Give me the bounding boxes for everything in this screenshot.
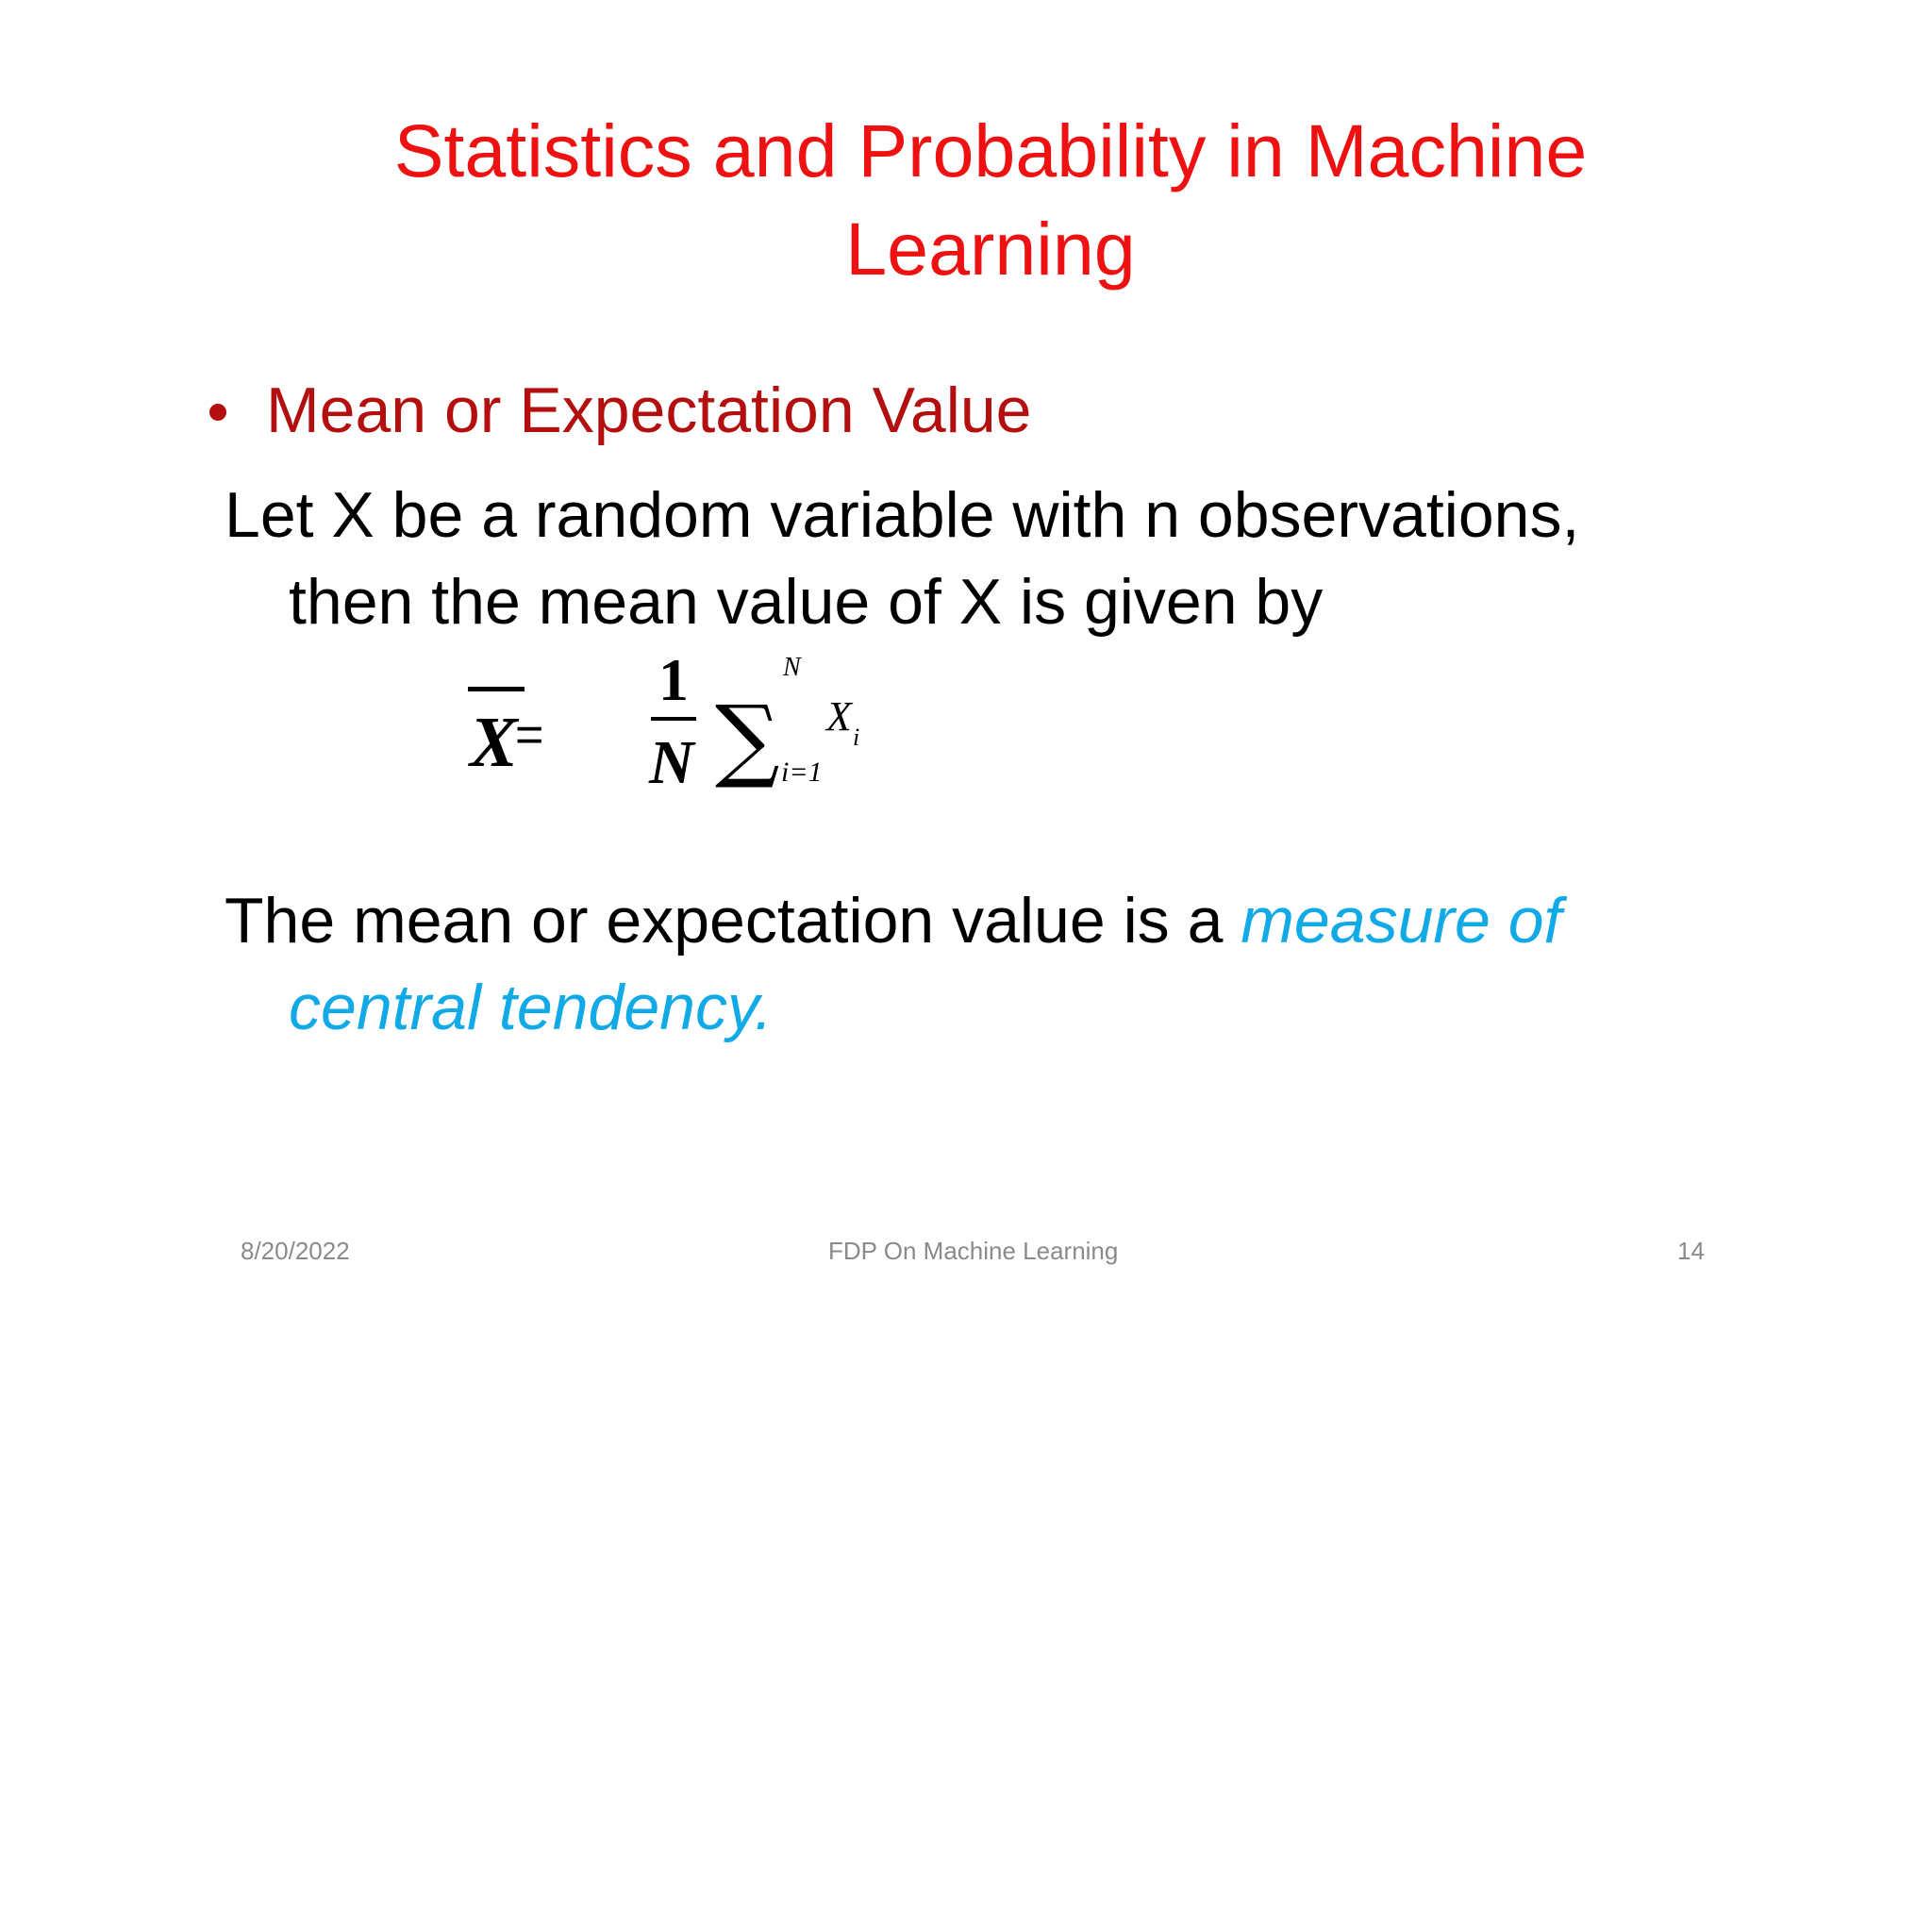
formula-term: X [826,693,852,740]
formula-fraction-bar [651,717,696,721]
formula-term-sub: i [853,724,860,751]
formula-numerator: 1 [658,646,689,713]
definition-paragraph [225,472,1696,645]
summary-line-1-accent: measure of [1241,885,1562,957]
footer-date: 8/20/2022 [241,1237,350,1265]
bullet-text: Mean or Expectation Value [266,374,1032,446]
footer-page-number: 14 [1677,1237,1705,1265]
mean-formula [462,641,877,802]
formula-sigma: ∑ [715,686,780,791]
summary-line-1-plain: The mean or expectation value is a [225,885,1241,957]
definition-line-1: Let X be a random variable with n observations, [225,479,1580,551]
definition-line-2: then the mean value of X is given by [289,566,1324,638]
footer-title: FDP On Machine Learning [828,1237,1119,1265]
formula-overline [468,687,525,691]
bullet-dot-icon [209,404,226,421]
formula-sum-upper: N [783,653,801,682]
formula-sum-lower: i=1 [781,757,823,788]
formula-denominator: N [649,728,694,797]
summary-paragraph [225,877,1696,1051]
formula-equals: = [515,707,544,762]
bullet-item [209,368,1031,453]
formula-lhs: X [470,703,518,782]
summary-line-2-accent: central tendency. [289,972,773,1043]
slide-title: Statistics and Probability in Machine Learning [393,108,1588,291]
